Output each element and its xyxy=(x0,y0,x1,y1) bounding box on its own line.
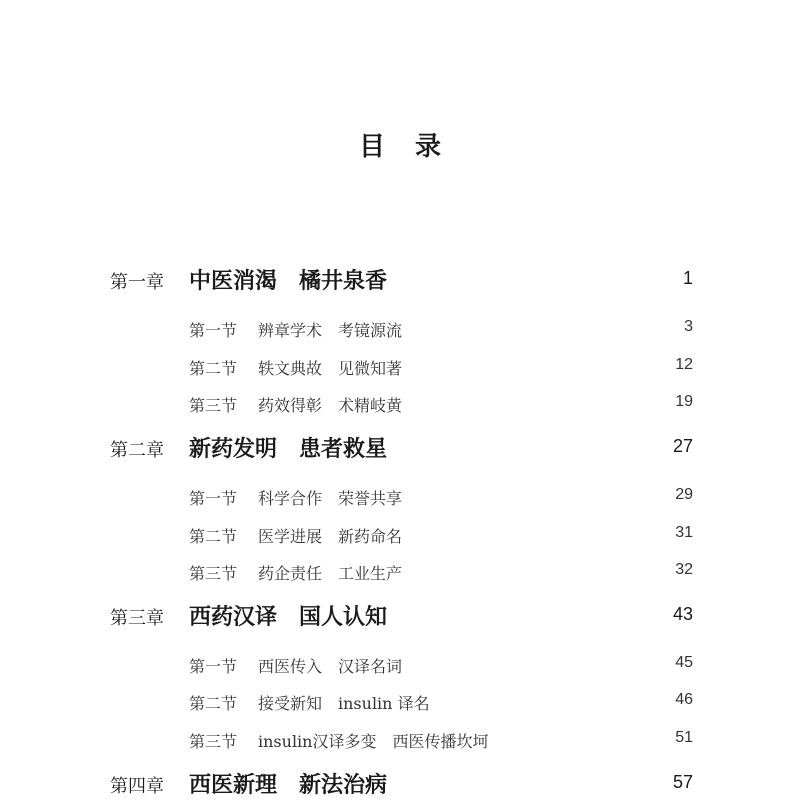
chapter-title: 西医新理 新法治病 xyxy=(189,773,388,798)
section-number: 第一节 xyxy=(189,321,238,340)
section-page-number: 29 xyxy=(675,486,693,503)
chapter-page-number: 43 xyxy=(672,604,693,624)
section-number: 第一节 xyxy=(189,489,238,508)
section-number: 第三节 xyxy=(189,732,238,751)
section-number: 第二节 xyxy=(189,694,238,713)
chapter-title: 新药发明 患者救星 xyxy=(189,437,388,462)
title-char-right: 录 xyxy=(415,132,442,162)
section-page-number: 51 xyxy=(675,729,693,746)
section-page-number: 31 xyxy=(675,524,693,541)
section-page-number: 3 xyxy=(684,318,693,335)
chapter-title: 西药汉译 国人认知 xyxy=(189,605,388,630)
section-number: 第三节 xyxy=(189,564,238,583)
section-number: 第三节 xyxy=(189,396,238,415)
section-title: 药效得彰 术精岐黄 xyxy=(258,396,403,415)
section-title: 科学合作 荣誉共享 xyxy=(258,489,403,508)
section-page-number: 19 xyxy=(675,393,693,410)
section-page-number: 45 xyxy=(675,654,693,671)
section-number: 第一节 xyxy=(189,657,238,676)
section-title: 药企责任 工业生产 xyxy=(258,564,403,583)
section-title: insulin汉译多变 西医传播坎坷 xyxy=(258,732,489,751)
section-title: 接受新知 insulin 译名 xyxy=(258,694,430,713)
chapter-number: 第四章 xyxy=(110,776,164,797)
page-title xyxy=(0,126,800,163)
section-title: 轶文典故 见微知著 xyxy=(258,359,403,378)
chapter-title: 中医消渴 橘井泉香 xyxy=(189,269,388,294)
section-title: 辨章学术 考镜源流 xyxy=(258,321,403,340)
section-page-number: 46 xyxy=(675,691,693,708)
section-number: 第二节 xyxy=(189,527,238,546)
chapter-page-number: 27 xyxy=(672,436,693,456)
title-char-left: 目 xyxy=(358,132,385,162)
section-number: 第二节 xyxy=(189,359,238,378)
section-page-number: 32 xyxy=(675,561,693,578)
chapter-number: 第一章 xyxy=(110,272,164,293)
section-title: 医学进展 新药命名 xyxy=(258,527,403,546)
section-title: 西医传入 汉译名词 xyxy=(258,657,403,676)
section-page-number: 12 xyxy=(675,356,693,373)
chapter-number: 第三章 xyxy=(110,608,164,629)
chapter-page-number: 1 xyxy=(682,268,693,288)
chapter-number: 第二章 xyxy=(110,440,164,461)
chapter-page-number: 57 xyxy=(672,772,693,792)
